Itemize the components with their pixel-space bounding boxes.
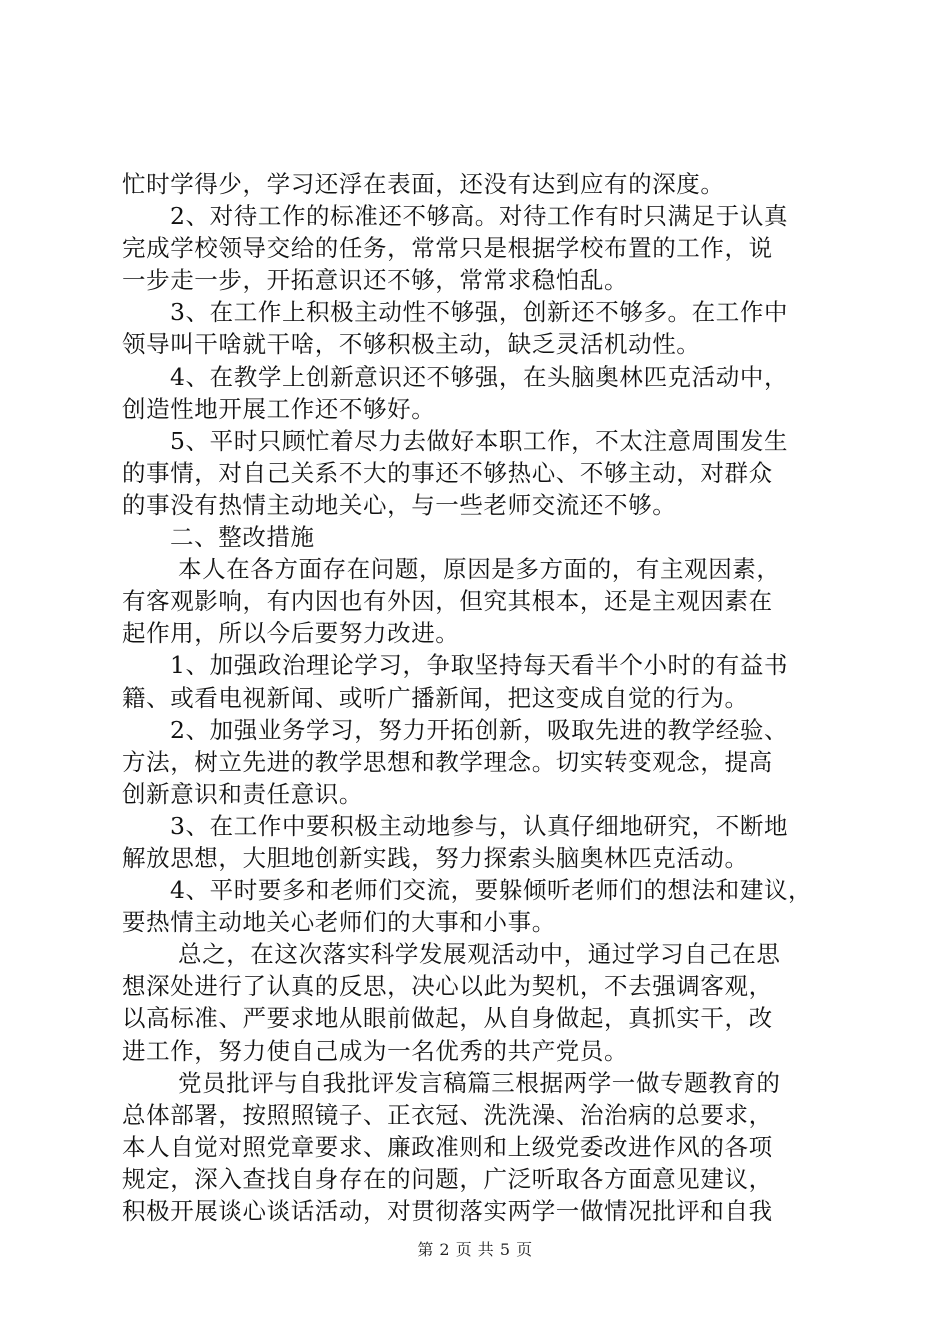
text-line: 创造性地开展工作还不够好。 (122, 394, 436, 423)
text-line: 总体部署，按照照镜子、正衣冠、洗洗澡、治治病的总要求， (122, 1100, 773, 1129)
text-line: 本人在各方面存在问题，原因是多方面的，有主观因素， (178, 555, 781, 584)
text-line: 本人自觉对照党章要求、廉政准则和上级党委改进作风的各项 (122, 1132, 773, 1161)
text-line: 创新意识和责任意识。 (122, 779, 363, 808)
text-line: 党员批评与自我批评发言稿篇三根据两学一做专题教育的 (178, 1068, 781, 1097)
page-footer (0, 1240, 950, 1260)
text-line: 规定，深入查找自身存在的问题，广泛听取各方面意见建议， (122, 1164, 773, 1193)
document-body (122, 168, 834, 1227)
text-line: 5、平时只顾忙着尽力去做好本职工作，不太注意周围发生 (170, 426, 789, 455)
text-line: 想深处进行了认真的反思，决心以此为契机，不去强调客观， (122, 972, 773, 1001)
text-line: 2、对待工作的标准还不够高。对待工作有时只满足于认真 (170, 202, 789, 231)
text-line: 4、在教学上创新意识还不够强，在头脑奥林匹克活动中， (170, 362, 789, 391)
text-line: 的事没有热情主动地关心，与一些老师交流还不够。 (122, 490, 677, 519)
text-line: 3、在工作上积极主动性不够强，创新还不够多。在工作中 (170, 298, 789, 327)
text-line: 一步走一步，开拓意识还不够，常常求稳怕乱。 (122, 266, 629, 295)
text-line: 完成学校领导交给的任务，常常只是根据学校布置的工作，说 (122, 234, 773, 263)
text-line: 的事情，对自己关系不大的事还不够热心、不够主动，对群众 (122, 458, 773, 487)
text-line: 方法，树立先进的教学思想和教学理念。切实转变观念，提高 (122, 747, 773, 776)
text-line: 进工作，努力使自己成为一名优秀的共产党员。 (122, 1036, 629, 1065)
text-line: 以高标准、严要求地从眼前做起，从自身做起，真抓实干，改 (122, 1004, 773, 1033)
text-line: 籍、或看电视新闻、或听广播新闻，把这变成自觉的行为。 (122, 683, 749, 712)
text-line: 有客观影响，有内因也有外因，但究其根本，还是主观因素在 (122, 587, 773, 616)
text-line: 起作用，所以今后要努力改进。 (122, 619, 460, 648)
text-line: 要热情主动地关心老师们的大事和小事。 (122, 908, 556, 937)
text-line: 忙时学得少，学习还浮在表面，还没有达到应有的深度。 (122, 170, 725, 198)
text-line: 解放思想，大胆地创新实践，努力探索头脑奥林匹克活动。 (122, 843, 749, 872)
text-line: 1、加强政治理论学习，争取坚持每天看半个小时的有益书 (170, 651, 789, 680)
section-heading: 二、整改措施 (170, 523, 315, 552)
text-line: 3、在工作中要积极主动地参与，认真仔细地研究，不断地 (170, 811, 789, 840)
text-line: 4、平时要多和老师们交流，要躲倾听老师们的想法和建议， (170, 876, 813, 905)
text-line: 积极开展谈心谈话活动，对贯彻落实两学一做情况批评和自我 (122, 1197, 773, 1225)
text-line: 领导叫干啥就干啥，不够积极主动，缺乏灵活机动性。 (122, 330, 701, 359)
page-number: 第 2 页 共 5 页 (417, 1240, 533, 1259)
text-line: 总之，在这次落实科学发展观活动中，通过学习自己在思 (178, 940, 781, 969)
text-line: 2、加强业务学习，努力开拓创新，吸取先进的教学经验、 (170, 715, 789, 744)
